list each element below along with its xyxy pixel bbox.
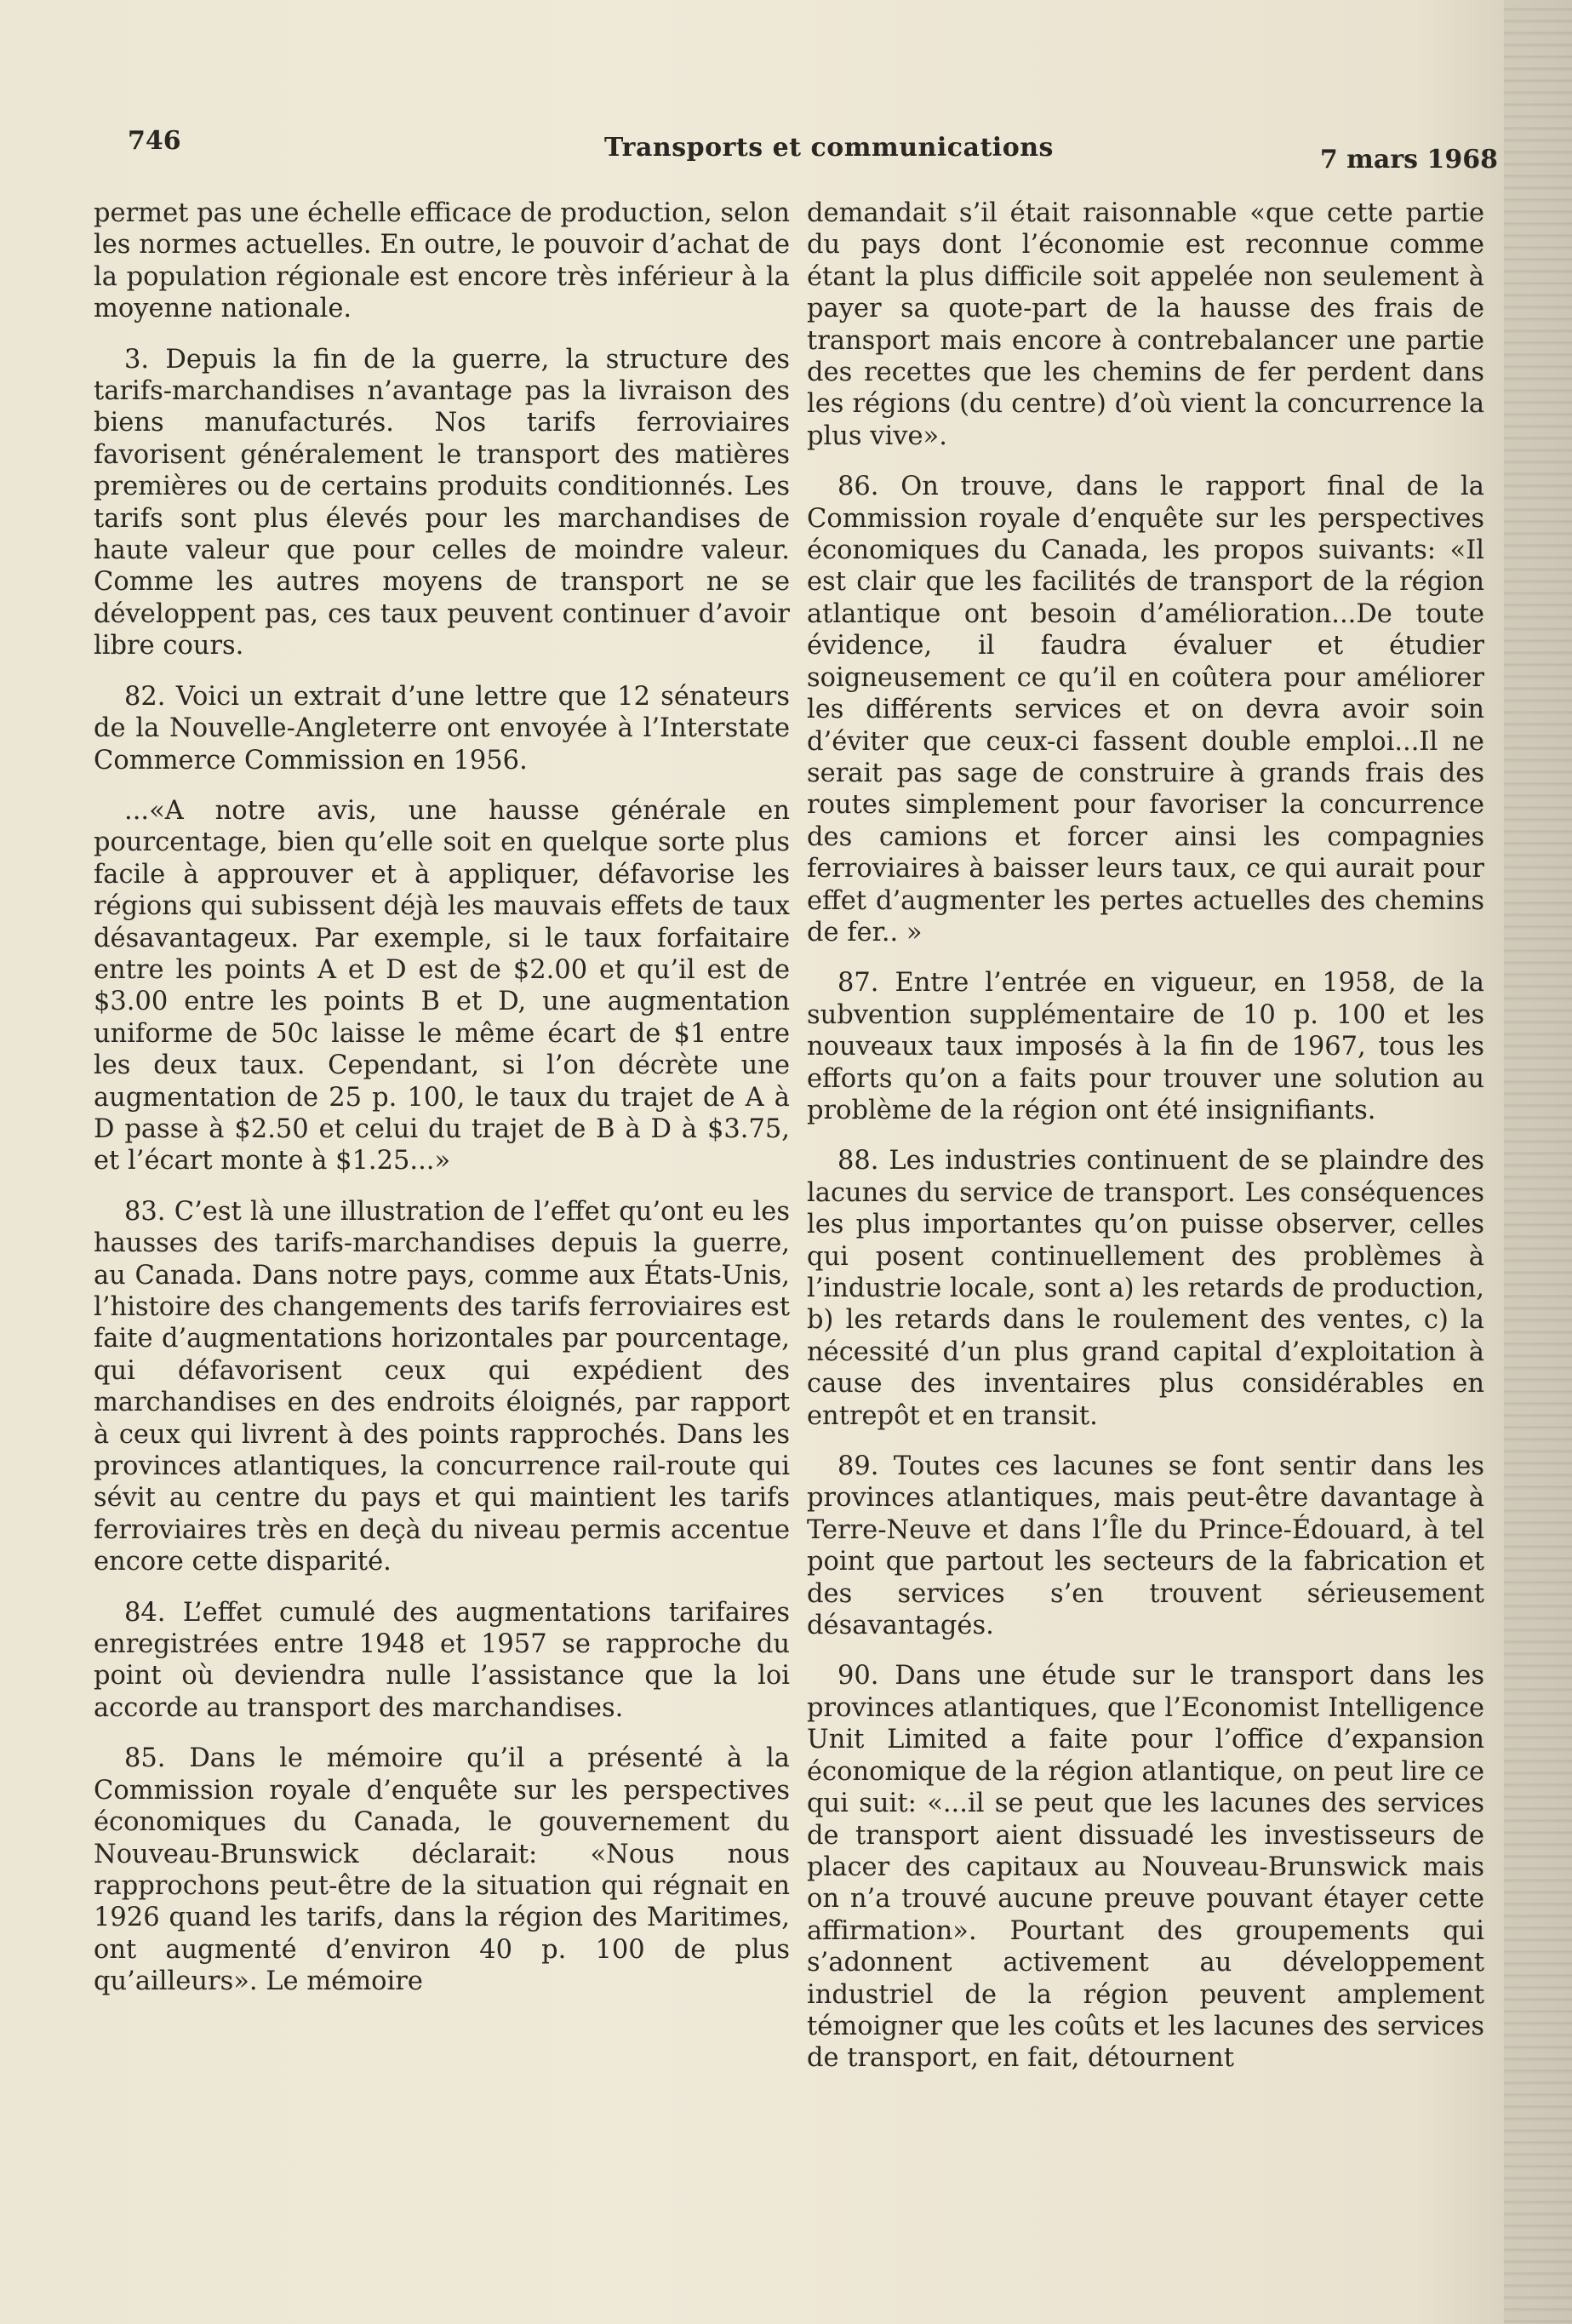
paragraph-83: 83. C’est là une illustration de l’effet qu’ont eu les hausses des tarifs-marchandises depuis la guerre, au Canada. Dans notre pays, comme aux États-Unis, l’histoire des changements des tarifs ferroviaires est faite d’augmentations horizontales par pourcentage, qui défavorisent ceux qui expédient des marchandises en des endroits éloignés, par rapport à ceux qui livrent à des points rapprochés. Dans les provinces atlantiques, la concurrence rail-route qui sévit au centre du pays et qui maintient les tarifs ferroviaires très en deçà du niveau permis accentue encore cette disparité. [94,1196,790,1577]
paragraph-89: 89. Toutes ces lacunes se font sentir dans les provinces atlantiques, mais peut-être davantage à Terre-Neuve et dans l’Île du Prince-Édouard, à tel point que partout les secteurs de la fabrication et des services s’en trouvent sérieusement désavantagés. [807,1451,1484,1641]
running-title: Transports et communications [604,133,1054,163]
left-column [94,197,790,2017]
header-date: 7 mars 1968 [1319,145,1498,175]
quotation: ...«A notre avis, une hausse générale en pourcentage, bien qu’elle soit en quelque sorte plus facile à approuver et à appliquer, défavorise les régions qui subissent déjà les mauvais effets de taux désavantageux. Par exemple, si le taux forfaitaire entre les points A et D est de $2.00 et qu’il est de $3.00 entre les points B et D, une augmentation uniforme de 50c laisse le même écart de $1 entre les deux taux. Cependant, si l’on décrète une augmentation de 25 p. 100, le taux du trajet de A à D passe à $2.50 et celui du trajet de B à D à $3.75, et l’écart monte à $1.25...» [94,795,790,1176]
paragraph-88: 88. Les industries continuent de se plaindre des lacunes du service de transport. Les conséquences les plus importantes qu’on puisse observer, celles qui posent continuellement des problèmes à l’industrie locale, sont a) les retards de production, b) les retards dans le roulement des ventes, c) la nécessité d’un plus grand capital d’exploitation à cause des inventaires plus considérables en entrepôt et en transit. [807,1146,1484,1431]
page-number: 746 [128,126,181,156]
paragraph-85: 85. Dans le mémoire qu’il a présenté à la Commission royale d’enquête sur les perspectives économiques du Canada, le gouvernement du Nouveau-Brunswick déclarait: «Nous nous rapprochons peut-être de la situation qui régnait en 1926 quand les tarifs, dans la région des Maritimes, ont augmenté d’environ 40 p. 100 de plus qu’ailleurs». Le mémoire [94,1743,790,1997]
paragraph-90: 90. Dans une étude sur le transport dans les provinces atlantiques, que l’Economist Intelligence Unit Limited a faite pour l’office d’expansion économique de la région atlantique, on peut lire ce qui suit: «...il se peut que les lacunes des services de transport aient dissuadé les investisseurs de placer des capitaux au Nouveau-Brunswick mais on n’a trouvé aucune preuve pouvant étayer cette affirmation». Pourtant des groupements qui s’adonnent activement au développement industriel de la région peuvent amplement témoigner que les coûts et les lacunes des services de transport, en fait, détournent [807,1661,1484,2074]
page-header [119,126,1498,177]
paragraph-87: 87. Entre l’entrée en vigueur, en 1958, de la subvention supplémentaire de 10 p. 100 et les nouveaux taux imposés à la fin de 1967, tous les efforts qu’on a faits pour trouver une solution au problème de la région ont été insignifiants. [807,968,1484,1125]
paragraph: 3. Depuis la fin de la guerre, la structure des tarifs-marchandises n’avantage pas la livraison des biens manufacturés. Nos tarifs ferroviaires favorisent généralement le transport des matières premières ou de certains produits conditionnés. Les tarifs sont plus élevés pour les marchandises de haute valeur que pour celles de moindre valeur. Comme les autres moyens de transport ne se développent pas, ces taux peuvent continuer d’avoir libre cours. [94,344,790,661]
paragraph-82: 82. Voici un extrait d’une lettre que 12 sénateurs de la Nouvelle-Angleterre ont envoyée à l’Interstate Commerce Commission en 1956. [94,681,790,776]
paragraph: permet pas une échelle efficace de production, selon les normes actuelles. En outre, le pouvoir d’achat de la population régionale est encore très inférieur à la moyenne nationale. [94,198,790,324]
right-column [807,197,1484,2093]
book-edge [1504,0,1572,2324]
paragraph-86: 86. On trouve, dans le rapport final de la Commission royale d’enquête sur les perspectives économiques du Canada, les propos suivants: «Il est clair que les facilités de transport de la région atlantique ont besoin d’amélioration...De toute évidence, il faudra évaluer et étudier soigneusement ce qu’il en coûtera pour améliorer les différents services et on devra avoir soin d’éviter que ceux-ci fassent double emploi...Il ne serait pas sage de construire à grands frais des routes simplement pour favoriser la concurrence des camions et forcer ainsi les compagnies ferroviaires à baisser leurs taux, ce qui aurait pour effet d’augmenter les pertes actuelles des chemins de fer.. » [807,472,1484,947]
paragraph-84: 84. L’effet cumulé des augmentations tarifaires enregistrées entre 1948 et 1957 se rapproche du point où deviendra nulle l’assistance que la loi accorde au transport des marchandises. [94,1597,790,1723]
paragraph: demandait s’il était raisonnable «que cette partie du pays dont l’économie est reconnue comme étant la plus difficile soit appelée non seulement à payer sa quote-part de la hausse des frais de transport mais encore à contrebalancer une partie des recettes que les chemins de fer perdent dans les régions (du centre) d’où vient la concurrence la plus vive». [807,198,1484,451]
